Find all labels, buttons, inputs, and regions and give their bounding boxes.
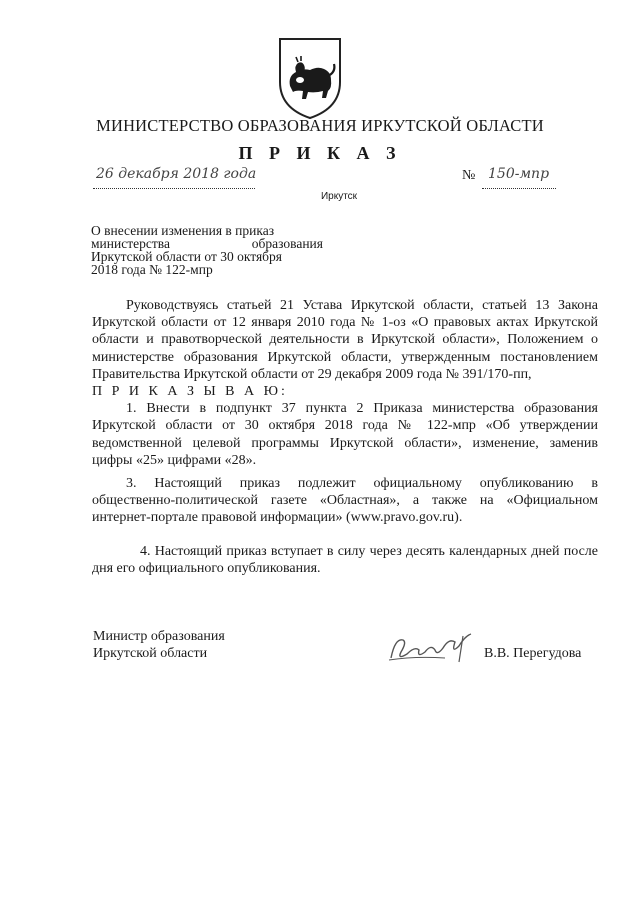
- subject-line: О внесении изменения в приказ: [91, 223, 275, 238]
- position-line: Министр образования: [93, 629, 225, 644]
- document-title: П Р И К А З: [238, 143, 402, 163]
- ministry-name: МИНИСТЕРСТВО ОБРАЗОВАНИЯ ИРКУТСКОЙ ОБЛАСТИ: [96, 116, 544, 135]
- coat-of-arms-icon: [276, 36, 344, 120]
- handwritten-signature-icon: [385, 628, 480, 668]
- number-label: №: [462, 168, 476, 183]
- subject-line: Иркутской области от 30 октября: [91, 249, 283, 264]
- subject-line: 2018 года № 122-мпр: [91, 262, 213, 277]
- date-handwritten: 26 декабря 2018 года: [96, 166, 257, 182]
- preamble: Руководствуясь статьей 21 Устава Иркутской области, статьей 13 Закона Иркутской области от 12 января 2010 года № 1-оз «О правовых актах Иркутской области и правотворческой деятельности в Иркутской области», Положением о министерстве образования Иркутской области, утвержденным постановлением Правительства Иркутской области от 29 декабря 2009 года № 391/170-пп,: [92, 298, 598, 382]
- position-line: Иркутской области: [93, 646, 208, 661]
- subject-line: министерства образования: [91, 236, 323, 251]
- order-item-3: 3. Настоящий приказ подлежит официальному опубликованию в общественно-политической газете «Областная», а также на «Официальном интернет-портале правовой информации» (www.pravo.gov.ru).: [92, 476, 598, 526]
- signatory-name: В.В. Перегудова: [484, 646, 582, 661]
- signatory-position: [93, 628, 225, 662]
- number-handwritten: 150-мпр: [488, 166, 550, 182]
- orders-word: П Р И К А З Ы В А Ю:: [92, 384, 288, 400]
- order-item-1: 1. Внести в подпункт 37 пункта 2 Приказа министерства образования Иркутской области от 30 октября 2018 года № 122-мпр «Об утверждении ведомственной целевой программы Иркутской области», изменение, заменив цифры «25» цифрами «28».: [92, 401, 598, 468]
- city: Иркутск: [320, 191, 358, 202]
- document-body: [92, 297, 598, 577]
- order-item-4: 4. Настоящий приказ вступает в силу через десять календарных дней после дня его официального опубликования.: [92, 543, 598, 576]
- subject-block: [91, 224, 323, 276]
